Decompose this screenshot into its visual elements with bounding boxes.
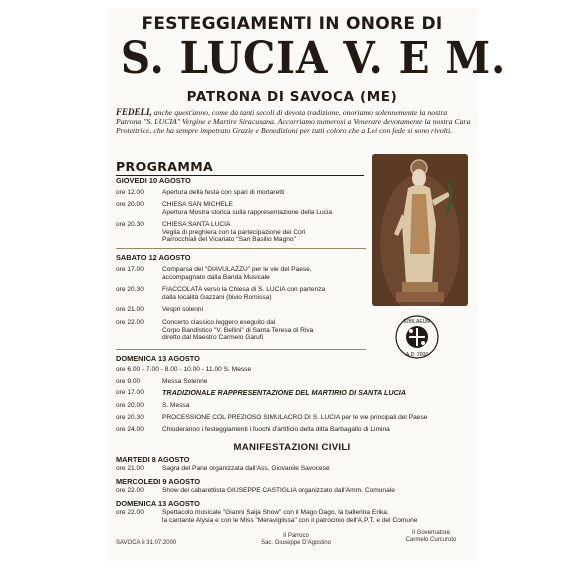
civili-title: MANIFESTAZIONI CIVILI (233, 442, 351, 453)
day-heading: MARTEDI 8 AGOSTO (116, 455, 190, 464)
intro-lead: FEDELI, (116, 107, 152, 117)
event-row: ore 22.00 Concerto classico leggero eseguito dal Corpo Bandistico "V. Bellini" di Santa Teresa di Riva diretto dal Maestro Carmelo Garufi (116, 319, 314, 342)
event-row: ore 9.00 Messa Solenne (116, 378, 208, 385)
header-line-1: FESTEGGIAMENTI IN ONORE DI (141, 14, 443, 34)
event-row: ore 20.30 CHIESA SANTA LUCIA Veglia di preghiera con la partecipazione dei Cori Parrocchiali del Vicariato "San Basilio Magno" (116, 221, 306, 244)
event-row: ore 20.00 S. Messa (116, 402, 190, 409)
svg-text:A.D. 2000: A.D. 2000 (405, 352, 429, 358)
footer-date: SAVOCA li 31.07.2000 (116, 540, 177, 546)
programma-heading (116, 159, 364, 176)
day-heading: MERCOLEDI 9 AGOSTO (116, 477, 201, 486)
event-row: ore 17.00 TRADIZIONALE RAPPRESENTAZIONE DEL MARTIRIO DI SANTA LUCIA (116, 388, 406, 397)
day-heading: GIOVEDI 10 AGOSTO (116, 176, 191, 185)
day-heading: DOMENICA 13 AGOSTO (116, 499, 200, 508)
event-row: ore 17.00 Comparsa del "DIAVULAZZU" per le vie del Paese, accompagnato dalla Banda Musicale (116, 266, 312, 281)
footer-parroco: Il Parroco Sac. Giuseppe D'Agostino (261, 533, 331, 546)
header-patrona: PATRONA DI SAVOCA (ME) (186, 89, 398, 105)
programma-title: PROGRAMMA (116, 159, 214, 174)
intro-text: anche quest'anno, come da tanti secoli di devota tradizione, onoriamo solennemente la nostra Patrona "S. LUCIA" Vergine e Martire Siracusana. Accorriamo numerosi a Venerare devotamente la nostra Cara Protettrice, che ha sempre impetrato Grazie e Benedizioni per tutti coloro che a Lei con fede si sono rivolti. (116, 108, 471, 135)
saint-lucia-statue-image (372, 154, 468, 306)
event-row: ore 24.00 Chiuderanno i festeggiamenti i fuochi d'artificio della ditta Barbagallo di Limina (116, 426, 390, 433)
event-row: ore 20.30 FIACCOLATA verso la Chiesa di S. LUCIA con partenza dalla località Gazzani (bivio Romissa) (116, 286, 326, 301)
footer-governatore: Il Governatore Carmelo Curcuruto (405, 530, 457, 543)
event-row: ore 21.00 Vespri solenni (116, 306, 204, 313)
intro-paragraph (116, 108, 472, 135)
event-row: ore 21.00 Sagra del Pane organizzata dall'Ass. Giovanile Savocese (116, 465, 330, 472)
event-row: ore 12.00 Apertura della festa con spari di mortaretti (116, 189, 285, 196)
event-row: ore 20.00 CHIESA SAN MICHELE Apertura Mostra storica sulla rappresentazione della Lucia (116, 201, 333, 216)
event-row: ore 22.00 Show del cabarettista GIUSEPPE CASTIGLIA organizzato dall'Amm. Comunale (116, 487, 395, 494)
day-heading: SABATO 12 AGOSTO (116, 253, 191, 262)
event-row: ore 22.00 Spettacolo musicale "Gianni Saija Show" con il Mago Dago, la ballerina Erika, la cantante Alysia e con le Miss "Meraviglissa" con il patrocinio dell'A.P.T. e del Comune (116, 509, 418, 524)
jubilaeum-seal-logo (394, 314, 440, 360)
svg-text:IUBILAEUM: IUBILAEUM (403, 319, 431, 325)
event-row: ore 6.00 - 7.00 - 8.00 - 10.00 - 11.00 S. Messe (116, 366, 252, 373)
day-heading: DOMENICA 13 AGOSTO (116, 354, 200, 363)
divider (116, 349, 366, 350)
festival-poster (106, 8, 507, 561)
header-saint-name: S. LUCIA V. E M. (120, 33, 507, 84)
event-row: ore 20.30 PROCESSIONE COL PREZIOSO SIMULACRO DI S. LUCIA per le vie principali del Paese (116, 414, 428, 421)
divider (116, 248, 366, 249)
